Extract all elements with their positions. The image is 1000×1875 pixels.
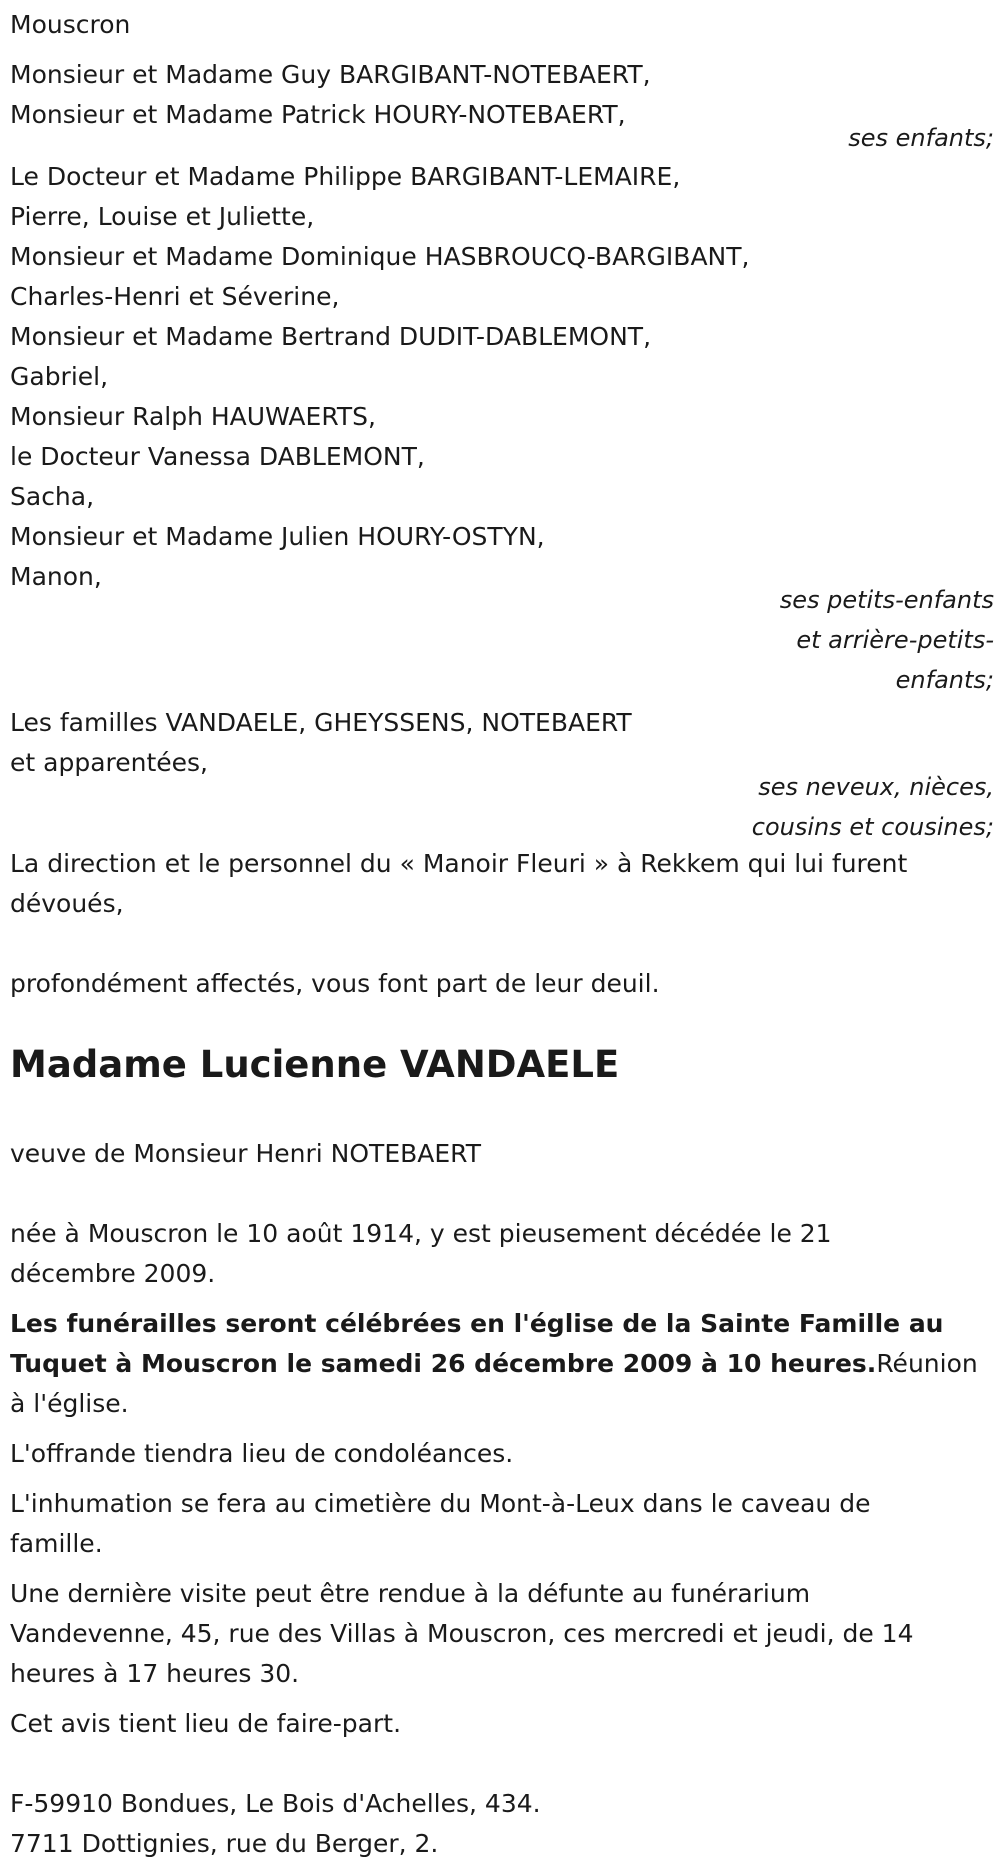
grandchildren-role: et arrière-petits-	[796, 626, 994, 654]
staff-line: dévoués,	[10, 889, 124, 918]
location-heading: Mouscron	[10, 10, 131, 39]
funeral-line-2	[10, 1344, 978, 1384]
grandchild-line: Monsieur Ralph HAUWAERTS,	[10, 402, 376, 431]
grandchild-line: Charles-Henri et Séverine,	[10, 282, 340, 311]
visit-line: heures à 17 heures 30.	[10, 1659, 300, 1688]
meeting-rest: à l'église.	[10, 1389, 129, 1418]
address-line: F-59910 Bondues, Le Bois d'Achelles, 434.	[10, 1789, 541, 1818]
grandchild-line: le Docteur Vanessa DABLEMONT,	[10, 442, 425, 471]
announcement-text: profondément affectés, vous font part de leur deuil.	[10, 969, 660, 998]
funeral-bold-line: Tuquet à Mouscron le samedi 26 décembre 2009 à 10 heures.	[10, 1349, 877, 1378]
birth-death-line: décembre 2009.	[10, 1259, 216, 1288]
children-role: ses enfants;	[848, 124, 994, 152]
family-role: ses neveux, nièces,	[758, 773, 994, 801]
grandchild-line: Monsieur et Madame Dominique HASBROUCQ-BARGIBANT,	[10, 242, 750, 271]
grandchild-line: Pierre, Louise et Juliette,	[10, 202, 315, 231]
grandchild-line: Le Docteur et Madame Philippe BARGIBANT-LEMAIRE,	[10, 162, 681, 191]
grandchild-line: Sacha,	[10, 482, 95, 511]
grandchild-line: Manon,	[10, 562, 102, 591]
grandchildren-role: ses petits-enfants	[779, 586, 994, 614]
deceased-name: Madame Lucienne VANDAELE	[10, 1043, 620, 1086]
grandchildren-role: enfants;	[895, 666, 994, 694]
family-line: et apparentées,	[10, 748, 208, 777]
birth-death-line: née à Mouscron le 10 août 1914, y est pieusement décédée le 21	[10, 1219, 832, 1248]
family-line: Les familles VANDAELE, GHEYSSENS, NOTEBAERT	[10, 708, 632, 737]
grandchild-line: Monsieur et Madame Bertrand DUDIT-DABLEMONT,	[10, 322, 652, 351]
meeting-inline: Réunion	[876, 1349, 978, 1378]
visit-line: Vandevenne, 45, rue des Villas à Mouscron, ces mercredi et jeudi, de 14	[10, 1619, 914, 1648]
address-line: 7711 Dottignies, rue du Berger, 2.	[10, 1829, 439, 1858]
offering-text: L'offrande tiendra lieu de condoléances.	[10, 1439, 514, 1468]
funeral-bold-line: Les funérailles seront célébrées en l'église de la Sainte Famille au	[10, 1309, 944, 1338]
burial-line: L'inhumation se fera au cimetière du Mont-à-Leux dans le caveau de	[10, 1489, 871, 1518]
visit-line: Une dernière visite peut être rendue à la défunte au funérarium	[10, 1579, 811, 1608]
staff-line: La direction et le personnel du « Manoir Fleuri » à Rekkem qui lui furent	[10, 849, 908, 878]
grandchild-line: Gabriel,	[10, 362, 109, 391]
child-line: Monsieur et Madame Patrick HOURY-NOTEBAERT,	[10, 100, 626, 129]
family-role: cousins et cousines;	[751, 813, 994, 841]
child-line: Monsieur et Madame Guy BARGIBANT-NOTEBAERT,	[10, 60, 651, 89]
notice-text: Cet avis tient lieu de faire-part.	[10, 1709, 402, 1738]
burial-line: famille.	[10, 1529, 103, 1558]
grandchild-line: Monsieur et Madame Julien HOURY-OSTYN,	[10, 522, 545, 551]
widow-of-text: veuve de Monsieur Henri NOTEBAERT	[10, 1139, 481, 1168]
